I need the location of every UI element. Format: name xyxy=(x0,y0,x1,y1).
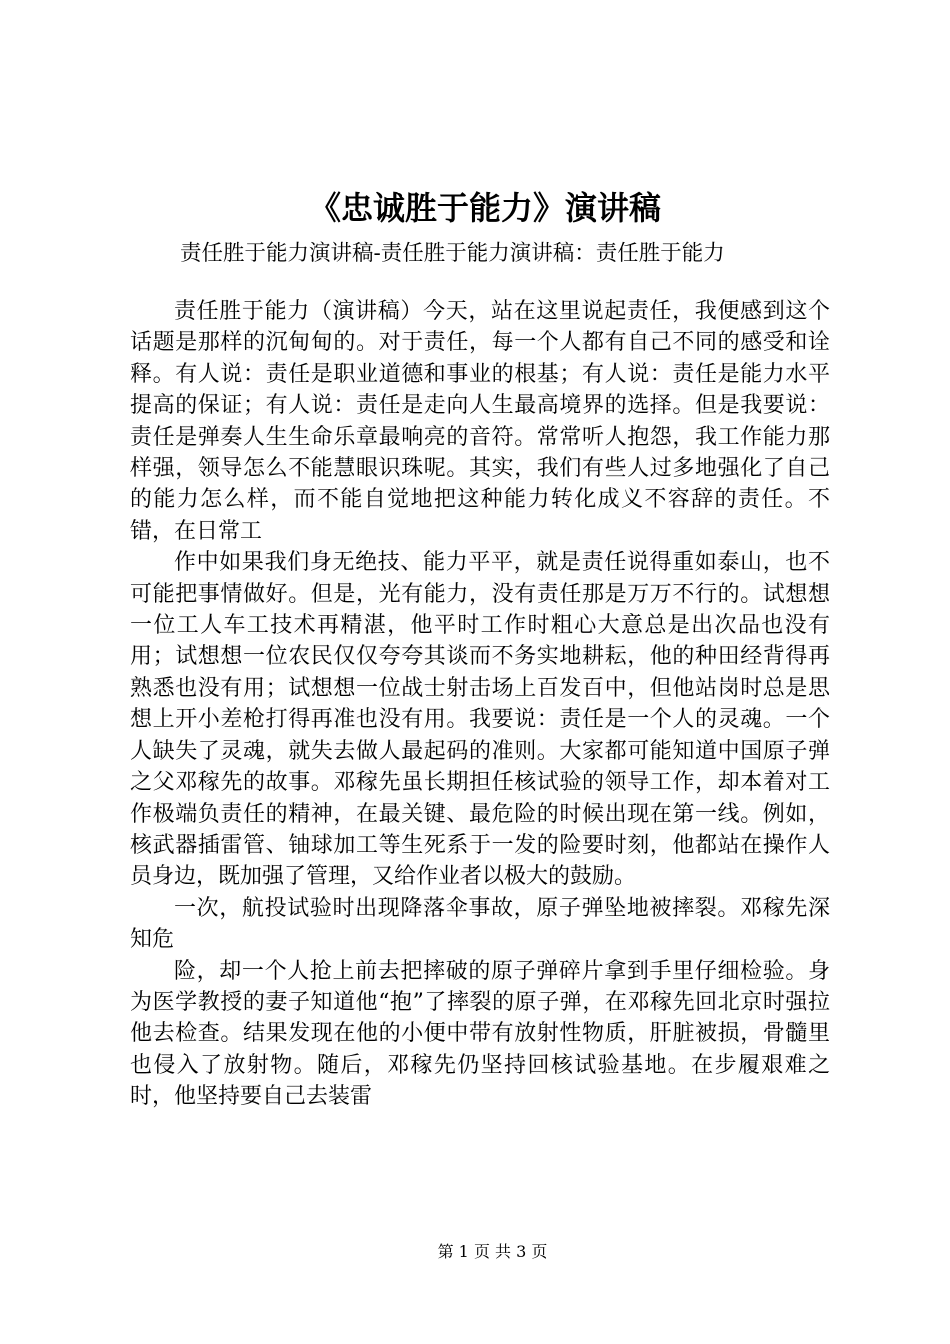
document-body xyxy=(130,296,830,1113)
paragraph: 作中如果我们身无绝技、能力平平，就是责任说得重如泰山，也不可能把事情做好。但是，光有能力，没有责任那是万万不行的。试想想一位工人车工技术再精湛，他平时工作时粗心大意总是出次品也没有用；试想想一位农民仅仅夸夸其谈而不务实地耕耘，他的种田经背得再熟悉也没有用；试想想一位战士射击场上百发百中，但他站岗时总是思想上开小差枪打得再准也没有用。我要说：责任是一个人的灵魂。一个人缺失了灵魂，就失去做人最起码的准则。大家都可能知道中国原子弹之父邓稼先的故事。邓稼先虽长期担任核试验的领导工作，却本着对工作极端负责任的精神，在最关键、最危险的时候出现在第一线。例如，核武器插雷管、铀球加工等生死系于一发的险要时刻，他都站在操作人员身边，既加强了管理，又给作业者以极大的鼓励。 xyxy=(130,550,830,890)
paragraph: 一次，航投试验时出现降落伞事故，原子弹坠地被摔裂。邓稼先深知危 xyxy=(130,895,830,953)
document-title: 《忠诚胜于能力》演讲稿 xyxy=(308,189,661,227)
paragraph: 责任胜于能力（演讲稿）今天，站在这里说起责任，我便感到这个话题是那样的沉甸甸的。对于责任，每一个人都有自己不同的感受和诠释。有人说：责任是职业道德和事业的根基；有人说：责任是能力水平提高的保证；有人说：责任是走向人生最高境界的选择。但是我要说：责任是弹奏人生生命乐章最响亮的音符。常常听人抱怨，我工作能力那样强，领导怎么不能慧眼识珠呢。其实，我们有些人过多地强化了自己的能力怎么样，而不能自觉地把这种能力转化成义不容辞的责任。不错，在日常工 xyxy=(130,299,830,544)
page-footer: 第 1 页 共 3 页 xyxy=(437,1242,548,1261)
document-subtitle: 责任胜于能力演讲稿-责任胜于能力演讲稿：责任胜于能力 xyxy=(180,241,725,266)
paragraph: 险，却一个人抢上前去把摔破的原子弹碎片拿到手里仔细检验。身为医学教授的妻子知道他“抱”了摔裂的原子弹，在邓稼先回北京时强拉他去检查。结果发现在他的小便中带有放射性物质，肝脏被损，骨髓里也侵入了放射物。随后，邓稼先仍坚持回核试验基地。在步履艰难之时，他坚持要自己去装雷 xyxy=(130,958,830,1110)
